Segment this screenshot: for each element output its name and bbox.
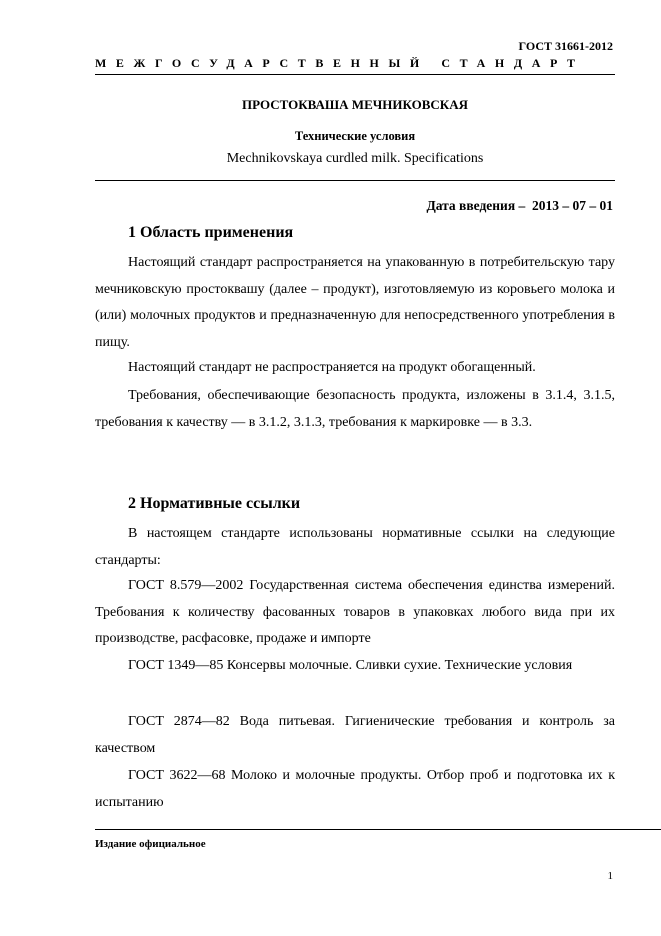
document-title: ПРОСТОКВАША МЕЧНИКОВСКАЯ bbox=[241, 97, 468, 112]
section-1-heading: 1 Область применения bbox=[128, 224, 294, 241]
section-2-paragraph: В настоящем стандарте использованы нормативные ссылки на следующие стандарты: bbox=[95, 526, 615, 568]
header-divider bbox=[95, 74, 615, 75]
introduction-date: Дата введения – 2013 – 07 – 01 bbox=[426, 198, 613, 213]
section-1-paragraph: Настоящий стандарт не распространяется на продукт обогащенный. bbox=[128, 360, 536, 375]
standard-number: ГОСТ 31661-2012 bbox=[518, 39, 613, 53]
title-divider bbox=[95, 180, 615, 181]
reference-item: ГОСТ 8.579—2002 Государственная система обеспечения единства измерений. Требования к количеству фасованных товаров в упаковках любого вида при их производстве, расфасовке, продаже и импорте bbox=[95, 578, 615, 646]
section-1-paragraph: Настоящий стандарт распространяется на упакованную в потребительскую тару мечниковскую простоквашу (далее – продукт), изготовляемую из коровьего молока и (или) молочных продуктов и предназначенную для непосредственного употребления в пищу. bbox=[95, 255, 615, 350]
document-subtitle: Технические условия bbox=[294, 129, 416, 143]
section-1-paragraph: Требования, обеспечивающие безопасность продукта, изложены в 3.1.4, 3.1.5, требования к качеству — в 3.1.2, 3.1.3, требования к маркировке — в 3.3. bbox=[95, 388, 615, 430]
section-2-heading: 2 Нормативные ссылки bbox=[128, 495, 301, 512]
footer-divider bbox=[95, 829, 661, 830]
reference-item: ГОСТ 2874—82 Вода питьевая. Гигиенические требования и контроль за качеством bbox=[95, 714, 615, 756]
english-title: Mechnikovskaya curdled milk. Specifications bbox=[226, 151, 484, 166]
reference-item: ГОСТ 1349—85 Консервы молочные. Сливки сухие. Технические условия bbox=[128, 658, 573, 673]
reference-item: ГОСТ 3622—68 Молоко и молочные продукты. Отбор проб и подготовка их к испытанию bbox=[95, 768, 615, 810]
page-number: 1 bbox=[607, 870, 613, 882]
official-edition-label: Издание официальное bbox=[95, 838, 206, 850]
interstate-standard-label: МЕЖГОСУДАРСТВЕННЫЙ СТАНДАРТ bbox=[95, 56, 585, 70]
